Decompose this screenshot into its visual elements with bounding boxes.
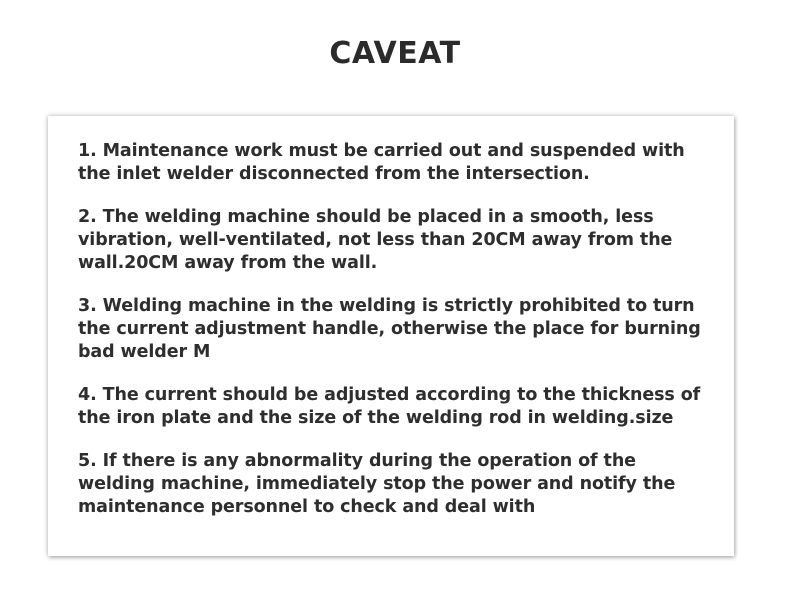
caveat-list	[78, 140, 712, 519]
page-title: CAVEAT	[329, 36, 461, 71]
caveat-item-3: 3. Welding machine in the welding is strictly prohibited to turn the current adjustment handle, otherwise the place for burning bad welder M	[78, 296, 701, 362]
caveat-card	[48, 116, 734, 556]
caveat-item-1: 1. Maintenance work must be carried out and suspended with the inlet welder disconnected from the intersection.	[78, 141, 685, 184]
caveat-item-2: 2. The welding machine should be placed in a smooth, less vibration, well-ventilated, not less than 20CM away from the wall.20CM away from the wall.	[78, 207, 673, 273]
caveat-item-4: 4. The current should be adjusted according to the thickness of the iron plate and the size of the welding rod in welding.size	[78, 385, 701, 428]
caveat-item-5: 5. If there is any abnormality during the operation of the welding machine, immediately stop the power and notify the maintenance personnel to check and deal with	[78, 451, 676, 517]
